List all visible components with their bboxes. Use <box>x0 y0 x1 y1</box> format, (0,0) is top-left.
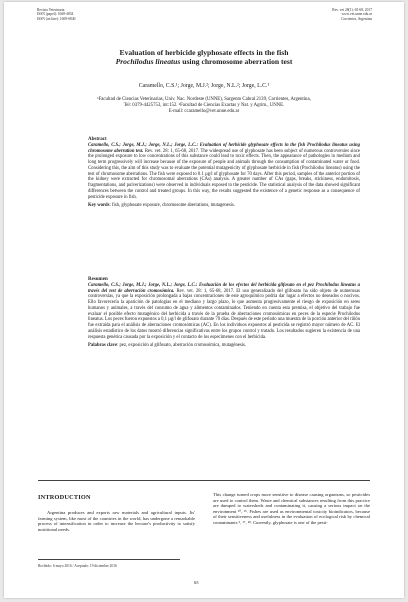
journal-page <box>4 2 404 598</box>
resumen-keywords <box>88 343 360 349</box>
resumen-section <box>88 277 360 349</box>
intro-right-column: This change turned crops more sensitive to disease causing organisms, so pesticides are used to control them. Waste and chemical substances resulting from this practice are dumped to watersheds and contaminating it, causing a serious impact on the environment ¹⁰, ¹⁵. Fishes are used as environmental toxicity bioindicators, because of their sensitiveness and usefulness in the evaluation of ecological risk by chemical contaminants ⁶, ¹⁷, ²⁸. Currently, glyphosate is one of the pesti- <box>213 492 370 525</box>
intro-left-column: Argentina produces and exports raw materials and agricultural inputs. Its' farming system, like most of the countries in the world, has undergone a remarkable process of intensification in order to increase the hectare's productivity to satisfy nutritional needs. <box>38 510 195 532</box>
header-line: ISSN (papel): 1668-4834 <box>37 12 74 17</box>
introduction-heading: INTRODUCTION <box>38 494 91 501</box>
header-line: Rev. vet 28(1): 65-68, 2017 <box>332 8 372 12</box>
article-title <box>44 48 364 66</box>
title-line-2 <box>44 57 364 66</box>
abstract-citation: Caramello, C.S.; Jorge, M.J.; Jorge, N.L.; Jorge, L.C.: Evaluation of herbicide glyphosate effects in the fish Prochilodus lineatus using chromosome aberration test. <box>88 142 360 154</box>
resumen-citation: Caramello, C.S.; Jorge, M.J.; Jorge, N.L.; Jorge, L.C.: Evaluación de los efectos del herbicida glifosato en el pez Prochilodus lineatus a través del test de aberración cromosómica. <box>88 282 360 294</box>
abstract-body: The widespread use of glyphosate has been subject of numerous controversies since the prolonged exposure to low concentrations of this substance could lead to toxic effects. Then, the appearance of pathologies in medium and long term progressively will increase because of the exposure of people and animals through the consumption of contaminated water or food. Considering this, the aim of this study was to evaluate the potential mutagenicity of glyphosate herbicide in fish (Prochilodus lineatus) using the test of chromosome aberrations. The fish were exposed to 0.1 µg/l of glyphosate for 70 days. After this period, samples of the anterior portion of the kidney were extracted for chromosomal aberrations (CAs) analysis. A greater number of CAs (gaps, breaks, stickiness, endomitosis, fragmentations, and pulverizations) were observed in individuals exposed to the pesticide. The statistical analysis of the data showed significant differences between the control and treated groups. In this way, the results suggested the existence of a genetic response as a consequence of pesticide exposure in fish. <box>88 148 360 200</box>
species-name: Prochilodus lineatus <box>115 57 181 66</box>
header-line: ISSN (on line): 1669-6840 <box>37 16 76 21</box>
page-number: 65 <box>194 580 199 585</box>
palabras-clave-text: : pez, exposición al glifosato, aberración cromosómica, mutagénesis. <box>117 343 247 349</box>
abstract-journal-ref: Rev. vet. 28: 1, 65-68, 2017. <box>143 148 200 154</box>
header-line: Revista Veterinaria <box>37 8 65 12</box>
journal-header-left <box>37 8 75 21</box>
title-line-2-rest: using chromosome aberration test <box>180 57 293 66</box>
footnote-divider <box>38 559 180 560</box>
abstract-section <box>88 137 360 209</box>
author-list: Caramello, C.S.¹; Jorge, M.J.²; Jorge, N.L.²; Jorge, L.C.¹ <box>138 83 270 89</box>
keywords-text: : fish, glyphosate exposure, chromosome aberrations, mutagenesis. <box>109 203 235 209</box>
resumen-body: El uso generalizado del glifosato ha sido objeto de numerosas controversias, ya que la exposición prolongada a bajas concentraciones de este agroquímico podría dar lugar a efectos no deseados o nocivos. Ello favorecería la aparición de patologías en el mediano y largo plazo, lo que aumenta progresivamente el riesgo de exposición en seres humanos y animales, a través del consumo de agua y alimentos contaminados. Teniendo en cuenta esta premisa, el objetivo del trabajo fue evaluar el posible efecto mutagénico del herbicida a través de la prueba de aberraciones cromosómicas en peces de la especie Prochilodus lineatus. Los peces fueron expuestos a 0,1 µg/l de glifosato durante 70 días. Después de este periodo una muestra de la porción anterior del riñón fue extraída para el análisis de aberraciones cromosómicas (AC). En los individuos expuestos al pesticida se registró mayor número de AC. El análisis estadístico de los datos mostró diferencias significativas entre los grupos control y tratado. Los resultados sugieren la existencia de una respuesta genética causada por la exposición y el contacto de los especímenes con el herbicida. <box>88 288 360 340</box>
affiliation-line: ¹Facultad de Ciencias Veterinarias, Univ. Nac. Nordeste (UNNE), Sargento Cabral 2139, Corrientes, Argentina, <box>97 97 311 102</box>
resumen-journal-ref: Rev. vet. 28: 1, 65-68, 2017. <box>174 288 235 294</box>
received-accepted-dates: Recibido: 6 mayo 2016 / Aceptado: 19 diciembre 2016 <box>38 564 117 568</box>
resumen-heading: Resumen <box>88 277 108 282</box>
resumen-paragraph <box>88 283 360 341</box>
contact-email: E-mail: ccaramello@vet.unne.edu.ar <box>168 109 240 115</box>
title-line-1: Evaluation of herbicide glyphosate effects in the fish <box>119 48 289 57</box>
abstract-paragraph <box>88 143 360 201</box>
journal-header-right <box>332 8 372 21</box>
section-divider <box>38 480 370 481</box>
keywords-label: Key words <box>88 203 110 209</box>
affiliations <box>40 97 368 115</box>
header-line: Corrientes, Argentina <box>341 16 372 21</box>
affiliation-line: Tel: 0379-4425753, int:152. ²Facultad de Ciencias Exactas y Nat. y Agrim., UNNE. <box>123 103 285 109</box>
abstract-keywords <box>88 203 360 209</box>
header-line: www.vet.unne.edu.ar <box>341 12 372 17</box>
abstract-heading: Abstract <box>88 137 107 142</box>
palabras-clave-label: Palabras clave <box>88 343 118 349</box>
